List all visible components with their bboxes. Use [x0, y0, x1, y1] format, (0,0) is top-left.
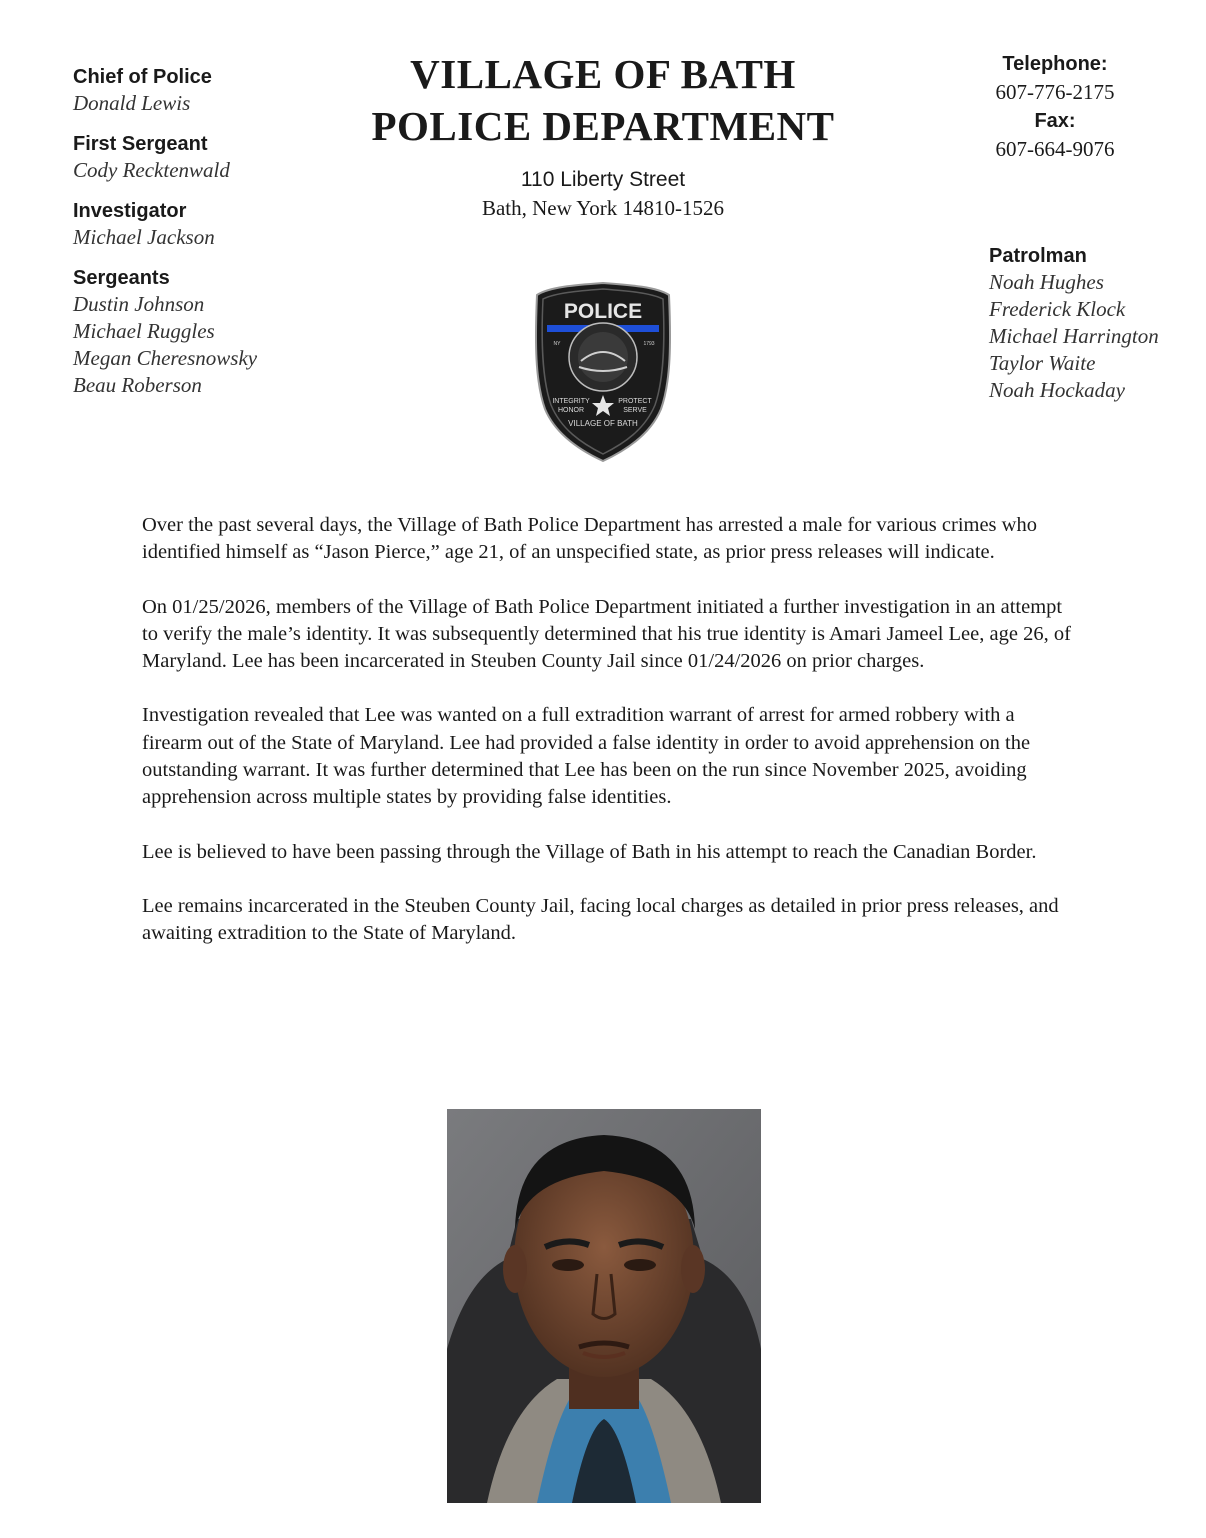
department-title-line1: VILLAGE OF BATH	[410, 51, 796, 97]
staff-name: Michael Harrington	[989, 324, 1159, 348]
staff-name: Cody Recktenwald	[73, 158, 230, 182]
person-portrait-icon	[447, 1109, 761, 1503]
staff-role: Patrolman	[989, 245, 1087, 267]
badge-motto-right-2: SERVE	[623, 407, 647, 414]
body-paragraph: On 01/25/2026, members of the Village of Bath Police Department initiated a further investigation in an attempt to verify the male’s identity. It was subsequently determined that his true identity is Amari Jameel Lee, age 26, of Maryland. Lee has been incarcerated in Steuben County Jail since 01/24/2026 on prior charges.	[142, 595, 1071, 673]
body-paragraph: Lee is believed to have been passing through the Village of Bath in his attempt to reach the Canadian Border.	[142, 840, 1037, 863]
police-badge-icon	[533, 281, 673, 463]
badge-motto-left-2: HONOR	[557, 407, 585, 414]
staff-name: Beau Roberson	[73, 373, 202, 397]
staff-left-column	[73, 64, 333, 413]
badge-top-text: POLICE	[563, 300, 643, 323]
badge-motto-right-1: PROTECT	[618, 398, 652, 405]
telephone-label: Telephone:	[1002, 53, 1108, 75]
staff-role: First Sergeant	[73, 133, 208, 155]
contact-column	[965, 50, 1185, 164]
department-title-line2: POLICE DEPARTMENT	[371, 103, 835, 149]
body-paragraph: Lee remains incarcerated in the Steuben County Jail, facing local charges as detailed in prior press releases, and awaiting extradition to the State of Maryland.	[142, 894, 1059, 945]
staff-name: Frederick Klock	[989, 297, 1126, 321]
staff-group-sergeants	[73, 265, 333, 399]
address-street: 110 Liberty Street	[520, 168, 686, 191]
badge-motto-left-1: INTEGRITY	[552, 398, 590, 405]
address-city: Bath, New York 14810-1526	[481, 196, 725, 220]
staff-group-chief	[73, 64, 333, 117]
badge-bottom-text: VILLAGE OF BATH	[568, 419, 638, 428]
staff-name: Noah Hockaday	[989, 378, 1125, 402]
staff-name: Taylor Waite	[989, 351, 1096, 375]
staff-role: Sergeants	[73, 267, 170, 289]
staff-group-first-sergeant	[73, 131, 333, 184]
press-release-body	[142, 512, 1072, 975]
staff-name: Michael Ruggles	[73, 319, 215, 343]
staff-name: Noah Hughes	[989, 270, 1104, 294]
staff-role: Investigator	[73, 200, 187, 222]
fax-label: Fax:	[1034, 110, 1076, 132]
mugshot-photo	[447, 1109, 761, 1503]
staff-group-investigator	[73, 198, 333, 251]
staff-name: Megan Cheresnowsky	[73, 346, 258, 370]
telephone-number: 607-776-2175	[995, 80, 1115, 104]
staff-name: Michael Jackson	[73, 225, 215, 249]
badge-right-text: 1793	[643, 341, 655, 347]
body-paragraph: Investigation revealed that Lee was wanted on a full extradition warrant of arrest for armed robbery with a firearm out of the State of Maryland. Lee had provided a false identity in order to avoid apprehension on the outstanding warrant. It was further determined that Lee has been on the run since November 2025, avoiding apprehension across multiple states by providing false identities.	[142, 704, 1031, 809]
staff-name: Dustin Johnson	[73, 292, 205, 316]
fax-number: 607-664-9076	[995, 137, 1115, 161]
staff-role: Chief of Police	[73, 66, 212, 88]
badge-left-text: NY	[553, 341, 561, 347]
body-paragraph: Over the past several days, the Village of Bath Police Department has arrested a male for various crimes who identified himself as “Jason Pierce,” age 21, of an unspecified state, as prior press releases will indicate.	[142, 514, 1037, 564]
staff-group-patrolman	[989, 243, 1159, 404]
letterhead	[330, 48, 876, 222]
staff-name: Donald Lewis	[73, 91, 191, 115]
contact-block	[965, 50, 1145, 164]
